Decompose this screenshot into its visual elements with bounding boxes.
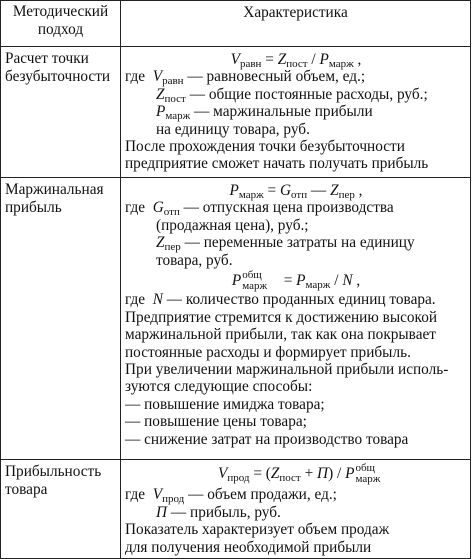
description-line: После прохождения точки безубыточности: [125, 138, 405, 156]
description-line: Показатель характеризует объем продаж: [125, 521, 390, 539]
definition-line: на единицу товара, руб.: [156, 120, 310, 138]
paragraph-line: При увеличении маржинальной прибыли исполь-: [125, 361, 449, 379]
list-item: — снижение затрат на производство товара: [125, 430, 409, 448]
definition-line: $P_{марж}$ — маржинальные прибыли: [156, 103, 373, 123]
description-line: предприятие сможет начать получать прибыль: [125, 155, 429, 173]
description-line: для получения необходимой прибыли: [125, 538, 372, 556]
list-item: — повышение цены товара;: [125, 413, 307, 431]
formula: $V_{прод} = (Z_{пост} + П) / P^{общ}$ марж: [217, 462, 381, 485]
formula: $P_{марж} = G_{отп}$ — $Z_{пер}$ ,: [229, 182, 363, 201]
definition-line: где $G_{отп}$ — отпускная цена производства: [125, 199, 394, 219]
approach-cell: Прибыльность товара: [1, 460, 121, 559]
characteristic-cell: [121, 178, 471, 460]
characteristic-cell: [121, 460, 471, 559]
paragraph-line: Предприятие стремится к достижению высокой: [125, 308, 438, 326]
paragraph-line: постоянные расходы и формирует прибыль.: [125, 343, 411, 361]
header-approach: Методический подход: [1, 1, 121, 47]
characteristic-cell: [121, 47, 471, 178]
list-item: — повышение имиджа товара;: [125, 395, 325, 413]
definition-line: $Z_{пер}$ — переменные затраты на единицу: [156, 234, 415, 254]
definition-line: П — прибыль, руб.: [156, 503, 281, 521]
table-row: [1, 178, 471, 460]
definition-line: где N — количество проданных единиц товара.: [125, 291, 436, 309]
table-row: [1, 47, 471, 178]
header-characteristic: Характеристика: [121, 1, 471, 47]
formula: $P^{общ}$ марж = $P_{марж}$ / N ,: [231, 269, 361, 293]
paragraph-line: зуются следующие способы:: [125, 378, 313, 396]
approach-cell: Маржинальная прибыль: [1, 178, 121, 460]
definition-line: $Z_{пост}$ — общие постоянные расходы, руб.;: [156, 85, 428, 105]
definition-line: где $V_{прод}$ — объем продажи, ед.;: [125, 486, 337, 506]
definition-line: где $V_{равн}$ — равновесный объем, ед.;: [125, 68, 366, 88]
definition-line: (продажная цена), руб.;: [156, 216, 309, 234]
formula: $V_{равн} = Z_{пост} / P_{марж}$ ,: [230, 51, 362, 70]
table-row: [1, 460, 471, 559]
definition-line: товара, руб.: [156, 251, 233, 269]
approach-cell: Расчет точки безубыточности: [1, 47, 121, 178]
paragraph-line: маржинальной прибыли, так как она покрывает: [125, 326, 436, 344]
table-header-row: [1, 1, 471, 47]
